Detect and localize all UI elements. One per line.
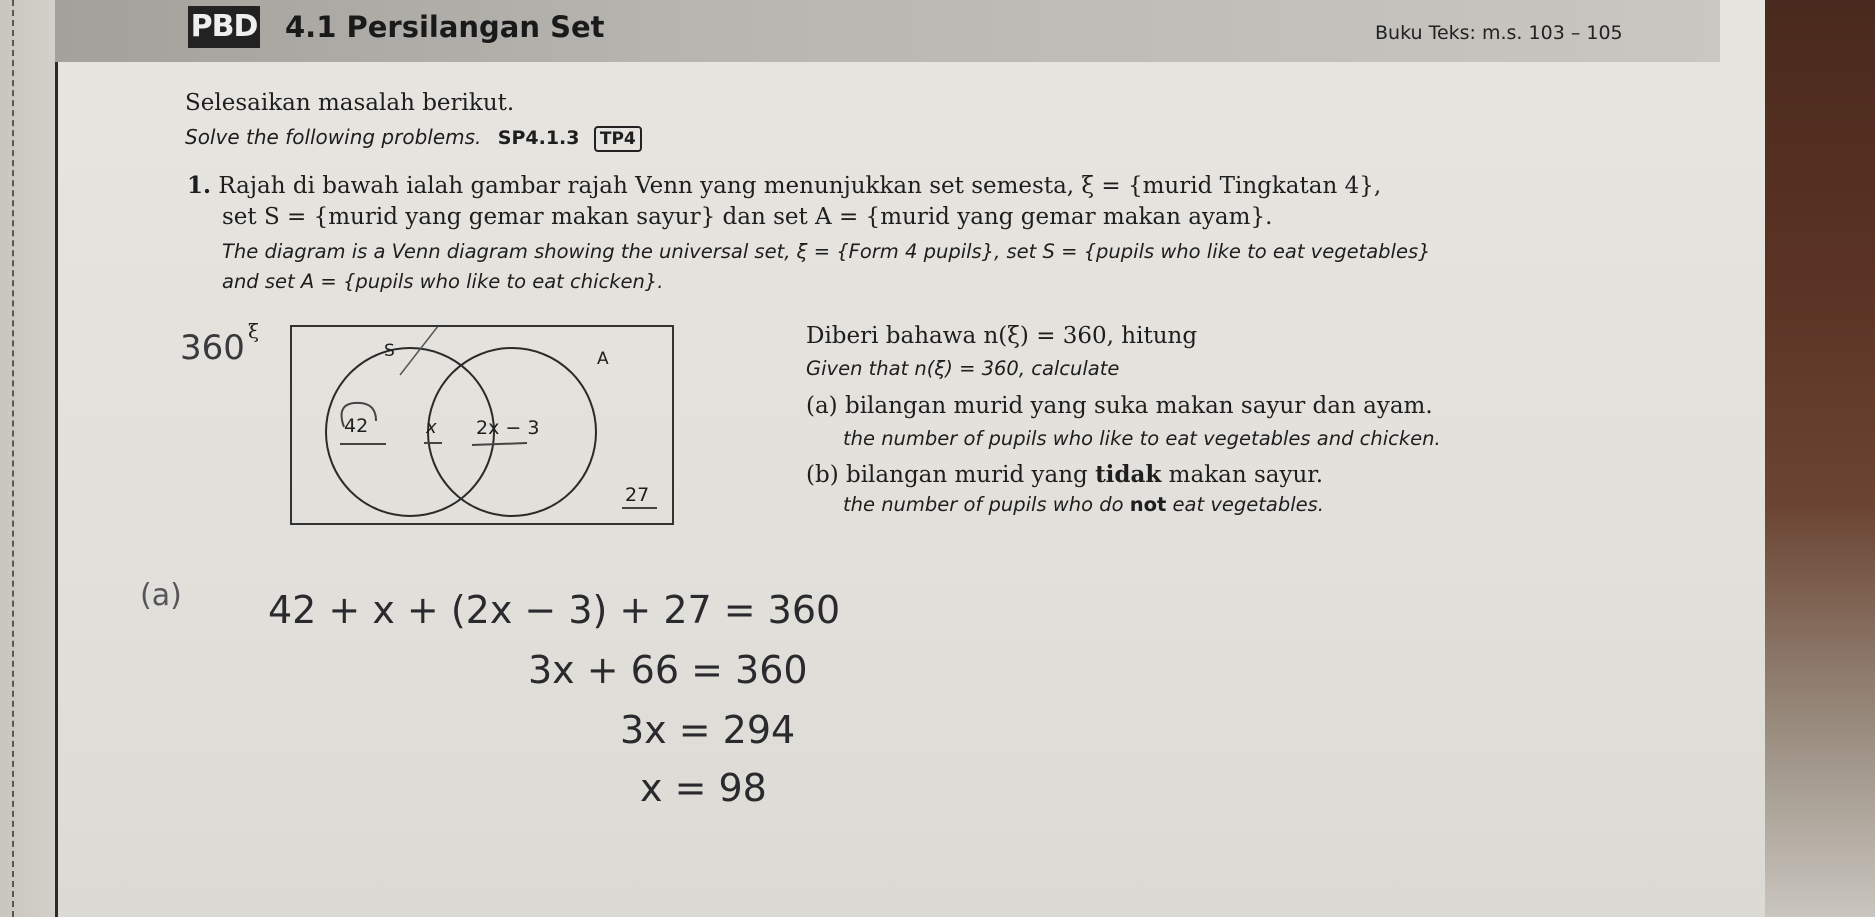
question-number: 1. [187, 172, 212, 199]
venn-diagram [248, 319, 674, 525]
part-b-english [843, 493, 1324, 516]
tp-badge: TP4 [594, 126, 642, 152]
instruction-malay: Selesaikan masalah berikut. [185, 90, 515, 116]
part-b-malay-text-end: makan sayur. [1161, 462, 1324, 488]
textbook-reference: Buku Teks: m.s. 103 – 105 [1375, 22, 1623, 44]
instruction-english-text: Solve the following problems. [185, 125, 482, 149]
part-b-malay-emphasis: tidak [1095, 461, 1162, 488]
s-only-value: 42 [344, 415, 369, 437]
given-malay: Diberi bahawa n(ξ) = 360, hitung [806, 323, 1198, 349]
part-b-malay-text: (b) bilangan murid yang [806, 462, 1096, 488]
instruction-english [185, 125, 642, 152]
intersection-value: x [426, 417, 437, 438]
set-s-label: S [384, 341, 395, 361]
handwritten-margin-note: 360 [180, 328, 245, 368]
universal-set-label: ξ [248, 319, 260, 343]
a-only-value: 2x − 3 [476, 417, 540, 439]
handwritten-working-line4: x = 98 [640, 766, 767, 810]
part-a-english: the number of pupils who like to eat vegetables and chicken. [843, 427, 1441, 450]
question-1-malay-line1 [187, 172, 1381, 199]
part-b-english-emphasis: not [1129, 493, 1167, 516]
question-1-malay-text1: Rajah di bawah ialah gambar rajah Venn yang menunjukkan set semesta, ξ = {murid Tingkatan 4}, [218, 173, 1382, 199]
background-edge [1765, 0, 1875, 917]
section-title: 4.1 Persilangan Set [285, 10, 605, 44]
handwritten-working-line3: 3x = 294 [620, 708, 796, 752]
margin-dashed-line [12, 0, 14, 917]
pbd-badge: PBD [188, 6, 260, 48]
handwritten-working-line1: 42 + x + (2x − 3) + 27 = 360 [268, 588, 841, 632]
handwritten-part-label: (a) [140, 578, 182, 613]
part-b-malay [806, 461, 1323, 488]
handwritten-working-line2: 3x + 66 = 360 [528, 648, 808, 692]
question-1-malay-line2: set S = {murid yang gemar makan sayur} dan set A = {murid yang gemar makan ayam}. [222, 204, 1273, 230]
question-1-english-line2: and set A = {pupils who like to eat chicken}. [222, 270, 664, 293]
sp-code: SP4.1.3 [497, 127, 580, 149]
handwritten-underline [472, 443, 527, 445]
set-a-label: A [597, 349, 609, 369]
part-b-english-text-end: eat vegetables. [1166, 493, 1325, 516]
question-1-english-line1: The diagram is a Venn diagram showing the universal set, ξ = {Form 4 pupils}, set S = {pupils who like to eat vegetables} [222, 240, 1431, 263]
left-margin [0, 0, 60, 917]
outside-value: 27 [625, 484, 650, 506]
part-b-english-text: the number of pupils who do [843, 493, 1130, 516]
part-a-malay: (a) bilangan murid yang suka makan sayur dan ayam. [806, 393, 1433, 419]
given-english: Given that n(ξ) = 360, calculate [806, 357, 1120, 380]
